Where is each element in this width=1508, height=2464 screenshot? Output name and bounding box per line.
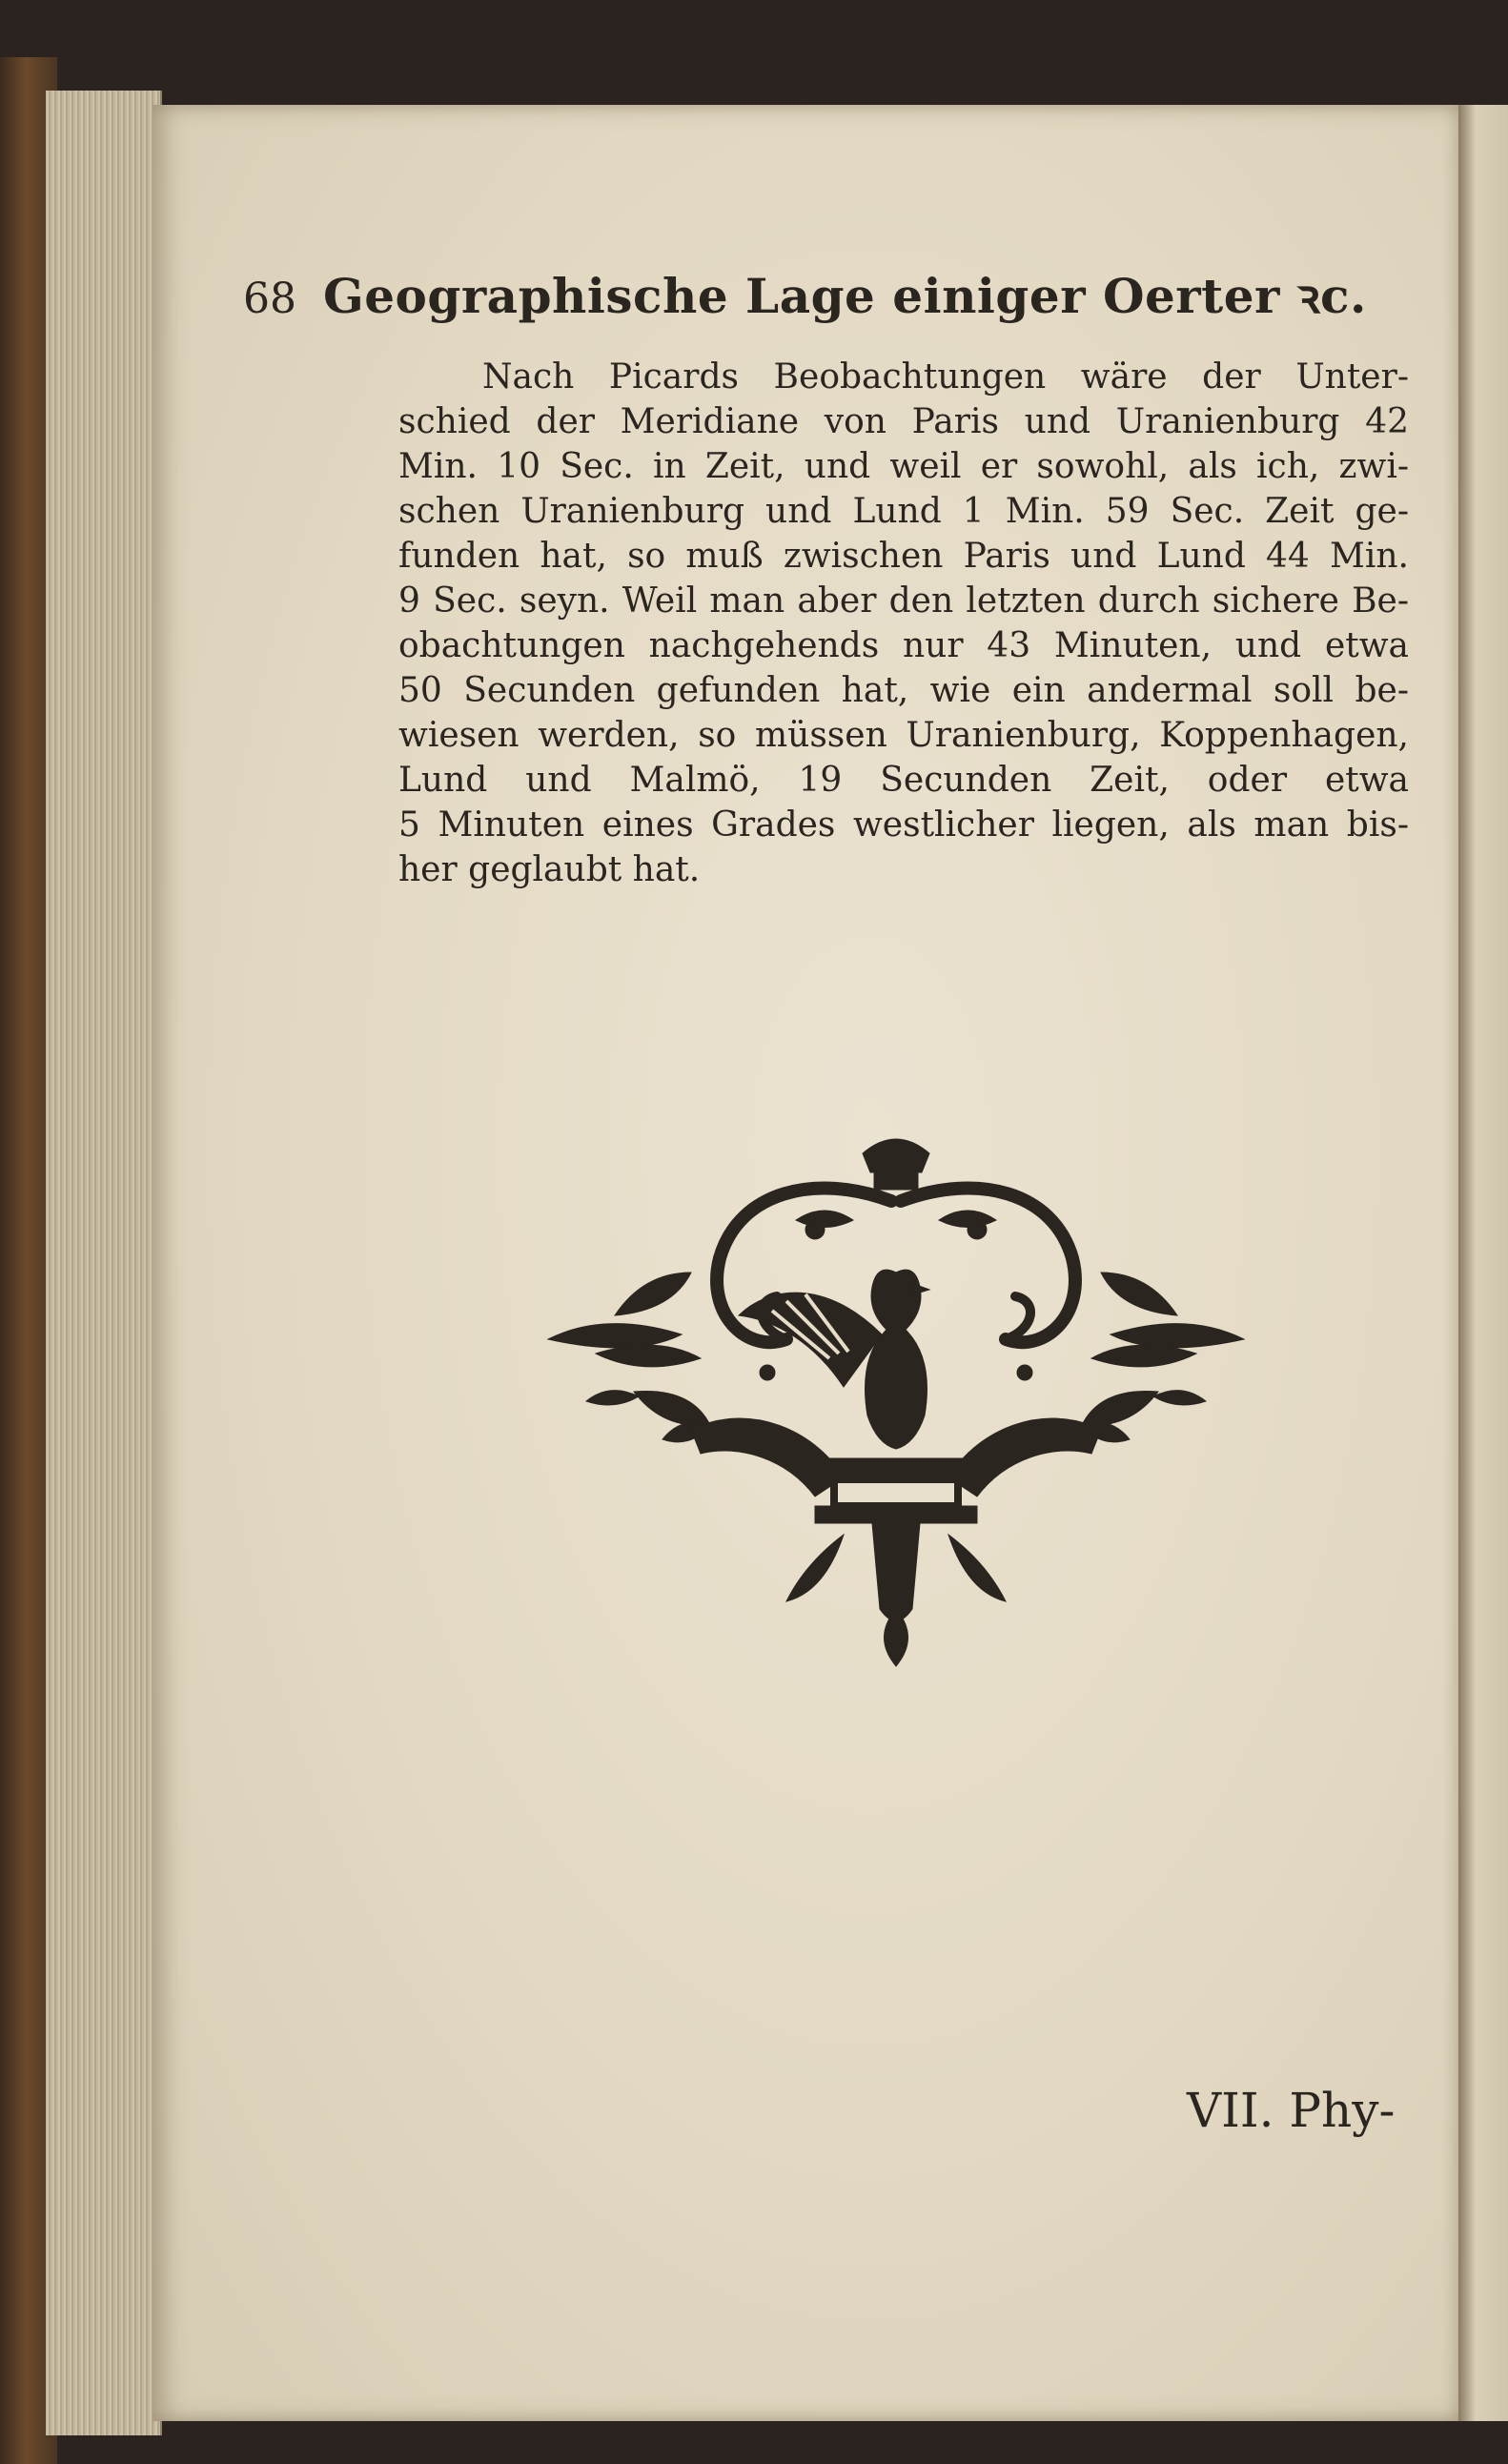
text-line: Min. 10 Sec. in Zeit, und weil er sowohl, als ich, zwi- (398, 447, 1409, 486)
text-line: obachtungen nachgehends nur 43 Minuten, und etwa (398, 626, 1409, 665)
catchword: VII. Phy- (1187, 2083, 1396, 2138)
text-line: schen Uranienburg und Lund 1 Min. 59 Sec. Zeit ge- (398, 492, 1409, 531)
text-line: wiesen werden, so müssen Uranienburg, Koppenhagen, (398, 716, 1409, 755)
text-line: Nach Picards Beobachtungen wäre der Unter- (482, 357, 1409, 397)
text-line: 50 Secunden gefunden hat, wie ein andermal soll be- (398, 671, 1409, 710)
facing-page-edge (1458, 105, 1508, 2421)
page-number: 68 (243, 275, 296, 323)
eagle-ornament-vignette (529, 1115, 1263, 1706)
text-line: schied der Meridiane von Paris und Uranienburg 42 (398, 402, 1409, 441)
body-paragraph (398, 355, 1409, 892)
running-head: Geographische Lage einiger Oerter ꝛc. (323, 268, 1367, 324)
page-header (243, 262, 1367, 327)
text-line: 5 Minuten eines Grades westlicher liegen, als man bis- (398, 805, 1409, 845)
text-line: Lund und Malmö, 19 Secunden Zeit, oder etwa (398, 761, 1409, 800)
text-line: her geglaubt hat. (398, 850, 701, 889)
text-line: funden hat, so muß zwischen Paris und Lund 44 Min. (398, 537, 1409, 576)
page-edges (46, 91, 162, 2435)
text-line: 9 Sec. seyn. Weil man aber den letzten durch sichere Be- (398, 581, 1409, 621)
